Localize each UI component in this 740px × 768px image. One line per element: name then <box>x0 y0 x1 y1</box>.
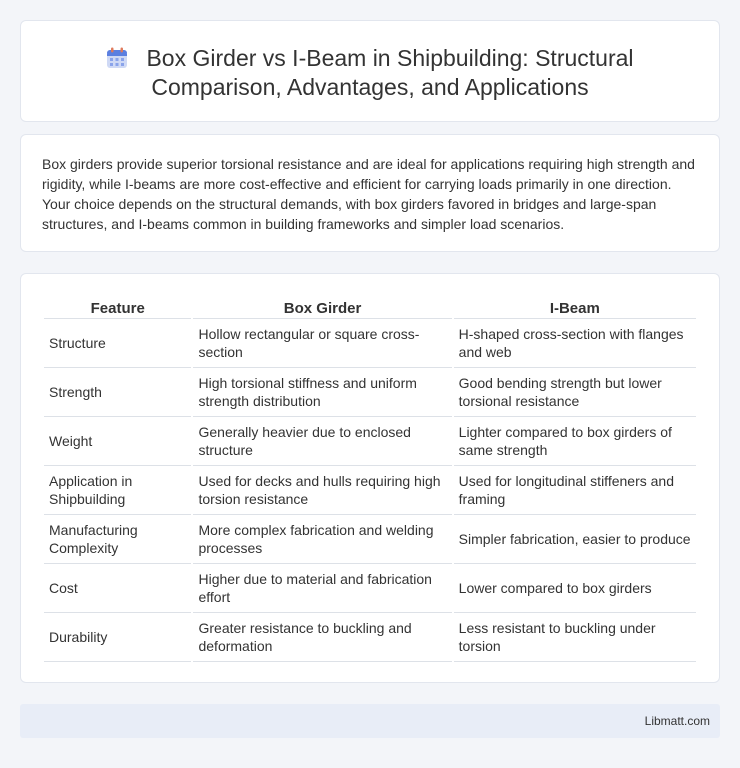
table-row <box>44 417 696 466</box>
box-girder-cell: High torsional stiffness and uniform strength distribution <box>193 368 451 417</box>
header-box-girder: Box Girder <box>193 295 451 319</box>
i-beam-cell: Lighter compared to box girders of same strength <box>454 417 696 466</box>
header-i-beam: I-Beam <box>454 295 696 319</box>
footer-brand[interactable]: Libmatt.com <box>644 714 710 728</box>
i-beam-cell: H-shaped cross-section with flanges and web <box>454 319 696 368</box>
feature-cell: Durability <box>44 613 191 662</box>
feature-cell: Structure <box>44 319 191 368</box>
feature-cell: Cost <box>44 564 191 613</box>
i-beam-cell: Simpler fabrication, easier to produce <box>454 515 696 564</box>
i-beam-cell: Lower compared to box girders <box>454 564 696 613</box>
calendar-icon <box>106 47 128 69</box>
table-row <box>44 613 696 662</box>
title-line-2: Comparison, Advantages, and Applications <box>151 74 589 100</box>
comparison-table <box>42 295 698 662</box>
box-girder-cell: Hollow rectangular or square cross-section <box>193 319 451 368</box>
box-girder-cell: Greater resistance to buckling and deformation <box>193 613 451 662</box>
footer <box>20 704 720 738</box>
table-row <box>44 319 696 368</box>
feature-cell: Application in Shipbuilding <box>44 466 191 515</box>
table-row <box>44 515 696 564</box>
i-beam-cell: Used for longitudinal stiffeners and framing <box>454 466 696 515</box>
i-beam-cell: Less resistant to buckling under torsion <box>454 613 696 662</box>
title-card <box>20 20 720 122</box>
box-girder-cell: Higher due to material and fabrication effort <box>193 564 451 613</box>
table-header-row <box>44 295 696 319</box>
page-title <box>21 44 719 102</box>
table-row <box>44 564 696 613</box>
summary-text: Box girders provide superior torsional resistance and are ideal for applications requiring high strength and rigidity, while I-beams are more cost-effective and efficient for carrying loads primarily in one direction. Your choice depends on the structural demands, with box girders favored in bridges and large-span structures, and I-beams common in building frameworks and simpler load scenarios. <box>42 156 695 232</box>
box-girder-cell: Generally heavier due to enclosed structure <box>193 417 451 466</box>
header-feature: Feature <box>44 295 191 319</box>
feature-cell: Strength <box>44 368 191 417</box>
i-beam-cell: Good bending strength but lower torsional resistance <box>454 368 696 417</box>
table-row <box>44 368 696 417</box>
box-girder-cell: More complex fabrication and welding processes <box>193 515 451 564</box>
summary-card <box>20 134 720 252</box>
table-row <box>44 466 696 515</box>
feature-cell: Manufacturing Complexity <box>44 515 191 564</box>
title-line-1: Box Girder vs I-Beam in Shipbuilding: Structural <box>146 45 634 71</box>
box-girder-cell: Used for decks and hulls requiring high torsion resistance <box>193 466 451 515</box>
comparison-card <box>20 273 720 683</box>
feature-cell: Weight <box>44 417 191 466</box>
